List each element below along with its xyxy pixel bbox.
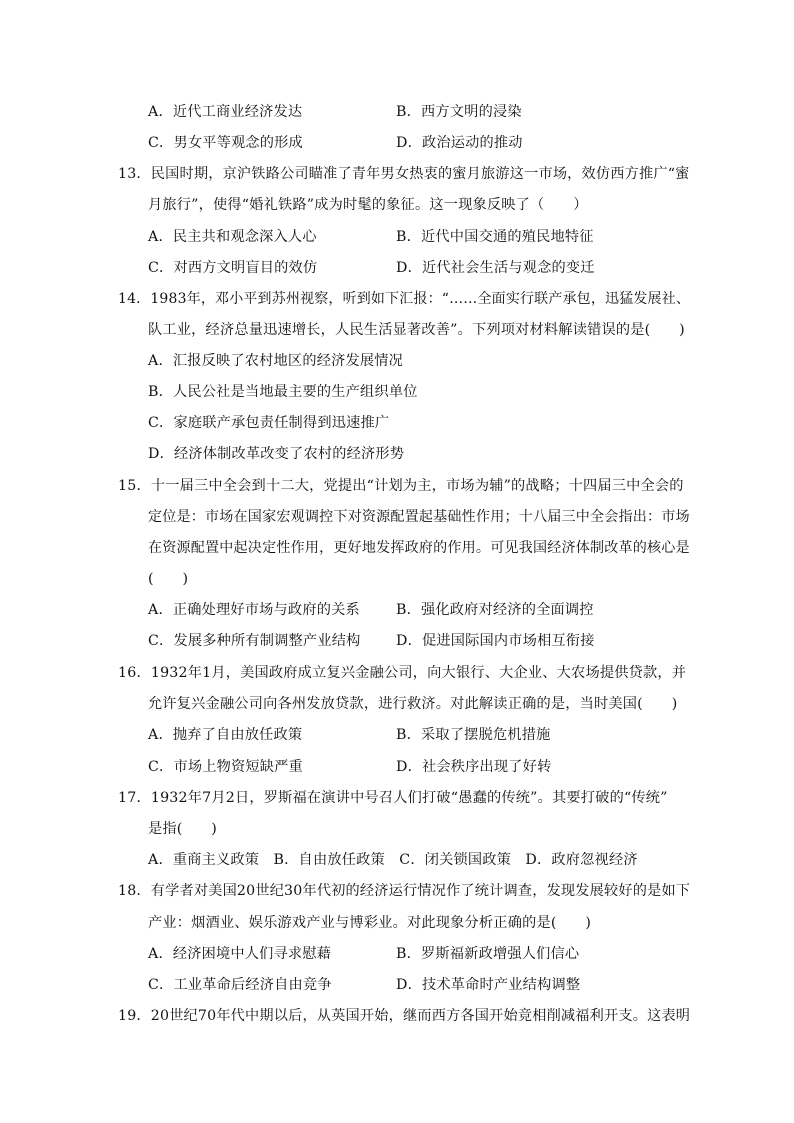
q17-stem-line-1: 17．1932年7月2日，罗斯福在演讲中号召人们打破“愚蠢的传统”。其要打破的“传统” — [118, 790, 668, 806]
q15-stem-line-2: 定位是：市场在国家宏观调控下对资源配置起基础性作用；十八届三中全会指出：市场 — [148, 509, 690, 525]
q16-option-c: C．市场上物资短缺严重 — [148, 759, 303, 775]
q19-stem-line-1: 19．20世纪70年代中期以后，从英国开始，继而西方各国开始竞相削减福利开支。这表明 — [118, 1008, 691, 1024]
q13-option-c: C．对西方文明盲目的效仿 — [148, 260, 318, 276]
q18-stem-line-2: 产业：烟酒业、娱乐游戏产业与博彩业。对此现象分析正确的是( ) — [148, 915, 592, 931]
q16-stem-line-2: 允许复兴金融公司向各州发放贷款，进行救济。对此解读正确的是，当时美国( ) — [148, 696, 678, 712]
q13-stem-line-2: 月旅行”，使得“婚礼铁路”成为时髦的象征。这一现象反映了（ ） — [148, 197, 588, 213]
q16-stem-line-1: 16．1932年1月，美国政府成立复兴金融公司，向大银行、大企业、大农场提供贷款，并 — [118, 665, 687, 681]
q17-stem-line-2: 是指( ) — [148, 821, 218, 837]
q14-option-b: B．人民公社是当地最主要的生产组织单位 — [148, 384, 418, 400]
q14-option-a: A．汇报反映了农村地区的经济发展情况 — [148, 353, 404, 369]
q17-options: A．重商主义政策 B．自由放任政策 C．闭关锁国政策 D．政府忽视经济 — [148, 852, 638, 868]
q16-option-d: D．社会秩序出现了好转 — [396, 759, 552, 775]
q18-stem-line-1: 18．有学者对美国20世纪30年代初的经济运行情况作了统计调查，发现发展较好的是如下 — [118, 883, 691, 899]
q18-option-b: B．罗斯福新政增强人们信心 — [396, 946, 580, 962]
q13-stem-line-1: 13．民国时期，京沪铁路公司瞄准了青年男女热衷的蜜月旅游这一市场，效仿西方推广“蜜 — [118, 166, 690, 182]
q14-stem-line-1: 14．1983年，邓小平到苏州视察，听到如下汇报：“……全面实行联产承包，迅猛发展社、 — [118, 291, 691, 307]
q16-option-a: A．抛弃了自由放任政策 — [148, 727, 303, 743]
q18-option-c: C．工业革命后经济自由竞争 — [148, 977, 332, 993]
q14-option-d: D．经济体制改革改变了农村的经济形势 — [148, 446, 405, 462]
q15-stem-line-1: 15．十一届三中全会到十二大，党提出“计划为主，市场为辅”的战略；十四届三中全会的 — [118, 478, 684, 494]
q15-option-d: D．促进国际国内市场相互衔接 — [396, 633, 595, 649]
q15-option-c: C．发展多种所有制调整产业结构 — [148, 633, 361, 649]
q16-option-b: B．采取了摆脱危机措施 — [396, 727, 551, 743]
q12-option-c: C．男女平等观念的形成 — [148, 135, 303, 151]
q18-option-a: A．经济困境中人们寻求慰藉 — [148, 946, 332, 962]
q13-option-b: B．近代中国交通的殖民地特征 — [396, 229, 594, 245]
q14-stem-line-2: 队工业，经济总量迅速增长，人民生活显著改善”。下列项对材料解读错误的是( ) — [148, 322, 685, 338]
q15-stem-line-3: 在资源配置中起决定性作用，更好地发挥政府的作用。可见我国经济体制改革的核心是 — [148, 540, 690, 556]
q12-option-d: D．政治运动的推动 — [396, 135, 523, 151]
q18-option-d: D．技术革命时产业结构调整 — [396, 977, 581, 993]
q14-option-c: C．家庭联产承包责任制得到迅速推广 — [148, 415, 390, 431]
q15-stem-line-4: ( ) — [148, 571, 189, 587]
q12-option-a: A．近代工商业经济发达 — [148, 104, 303, 120]
q15-option-a: A．正确处理好市场与政府的关系 — [148, 602, 360, 618]
q15-option-b: B．强化政府对经济的全面调控 — [396, 602, 594, 618]
q12-option-b: B．西方文明的浸染 — [396, 104, 522, 120]
q13-option-a: A．民主共和观念深入人心 — [148, 229, 317, 245]
q13-option-d: D．近代社会生活与观念的变迁 — [396, 260, 595, 276]
